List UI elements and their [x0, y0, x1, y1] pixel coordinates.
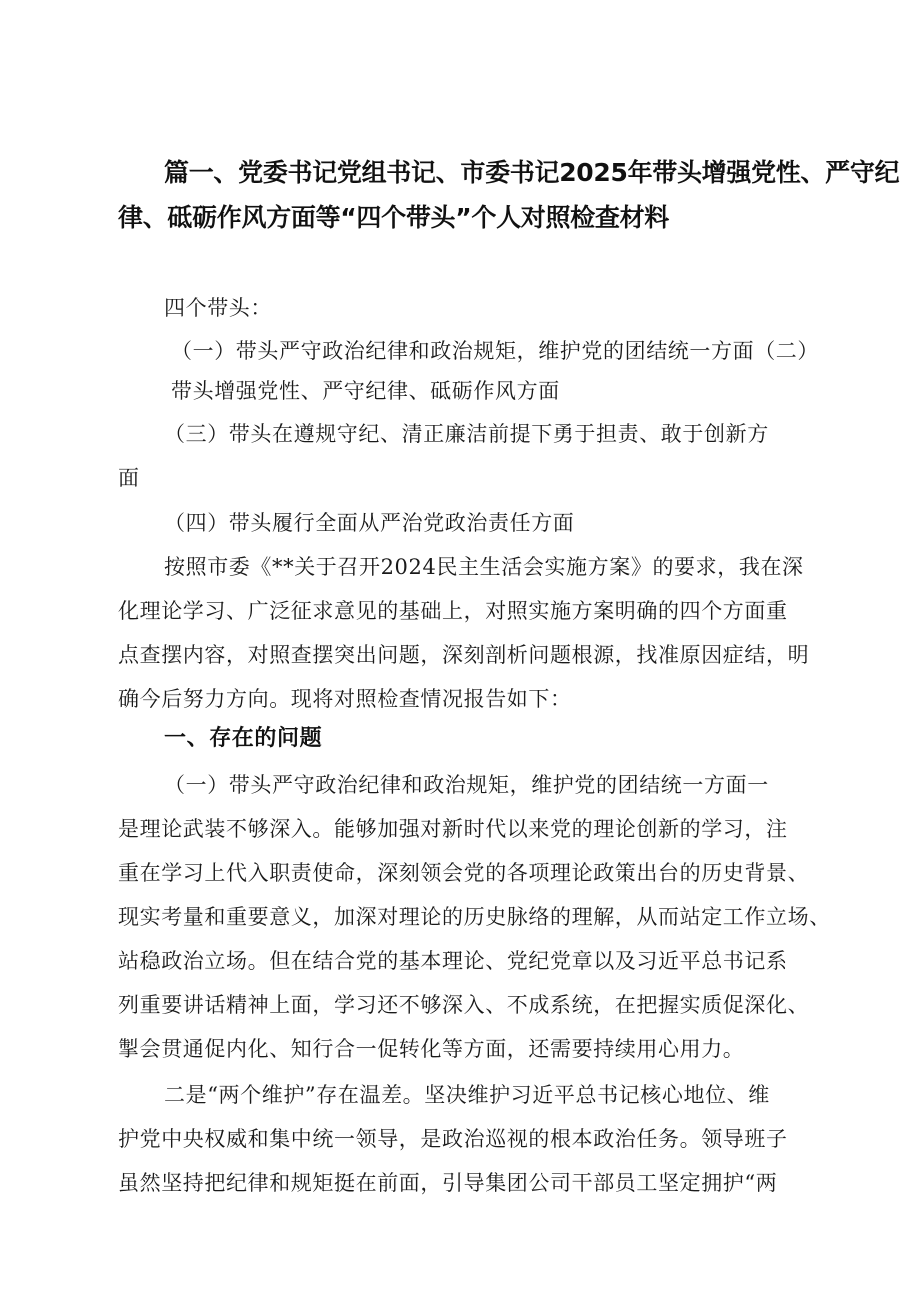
title-line-1: 篇一、党委书记党组书记、市委书记2025年带头增强党性、严守纪: [164, 158, 900, 187]
text-line: 是理论武装不够深入。能够加强对新时代以来党的理论创新的学习，注: [118, 817, 788, 841]
text-line: 四个带头：: [164, 296, 272, 320]
text-line: 重在学习上代入职责使命，深刻领会党的各项理论政策出台的历史背景、: [118, 861, 810, 885]
text-line: 列重要讲话精神上面，学习还不够深入、不成系统，在把握实质促深化、: [118, 993, 810, 1017]
text-line: 二是“两个维护”存在温差。坚决维护习近平总书记核心地位、维: [164, 1083, 770, 1107]
text-line: 站稳政治立场。但在结合党的基本理论、党纪党章以及习近平总书记系: [118, 949, 788, 973]
text-line: 带头增强党性、严守纪律、砥砺作风方面: [171, 379, 560, 403]
text-line: （四）带头履行全面从严治党政治责任方面: [164, 511, 575, 535]
text-line: 点查摆内容，对照查摆突出问题，深刻剖析问题根源，找准原因症结，明: [118, 643, 810, 667]
text-line: 确今后努力方向。现将对照检查情况报告如下：: [118, 687, 572, 711]
text-line: 按照市委《**关于召开2024民主生活会实施方案》的要求，我在深: [164, 555, 804, 579]
document-title: [118, 150, 900, 240]
section-heading: 一、存在的问题: [164, 726, 323, 751]
title-line-2: 律、砥砺作风方面等“四个带头”个人对照检查材料: [118, 203, 669, 232]
text-line: （一）带头严守政治纪律和政治规矩，维护党的团结统一方面（二）: [171, 339, 819, 363]
text-line: （一）带头严守政治纪律和政治规矩，维护党的团结统一方面一: [164, 773, 769, 797]
text-line: 化理论学习、广泛征求意见的基础上，对照实施方案明确的四个方面重: [118, 599, 788, 623]
text-line: 掣会贯通促内化、知行合一促转化等方面，还需要持续用心用力。: [118, 1037, 745, 1061]
text-line: 虽然坚持把纪律和规矩挺在前面，引导集团公司干部员工坚定拥护“两: [118, 1171, 778, 1195]
text-line: 面: [118, 466, 140, 490]
text-line: （三）带头在遵规守纪、清正廉洁前提下勇于担责、敢于创新方: [164, 422, 769, 446]
text-line: 现实考量和重要意义，加深对理论的历史脉络的理解，从而站定工作立场、: [118, 905, 831, 929]
text-line: 护党中央权威和集中统一领导，是政治巡视的根本政治任务。领导班子: [118, 1127, 788, 1151]
